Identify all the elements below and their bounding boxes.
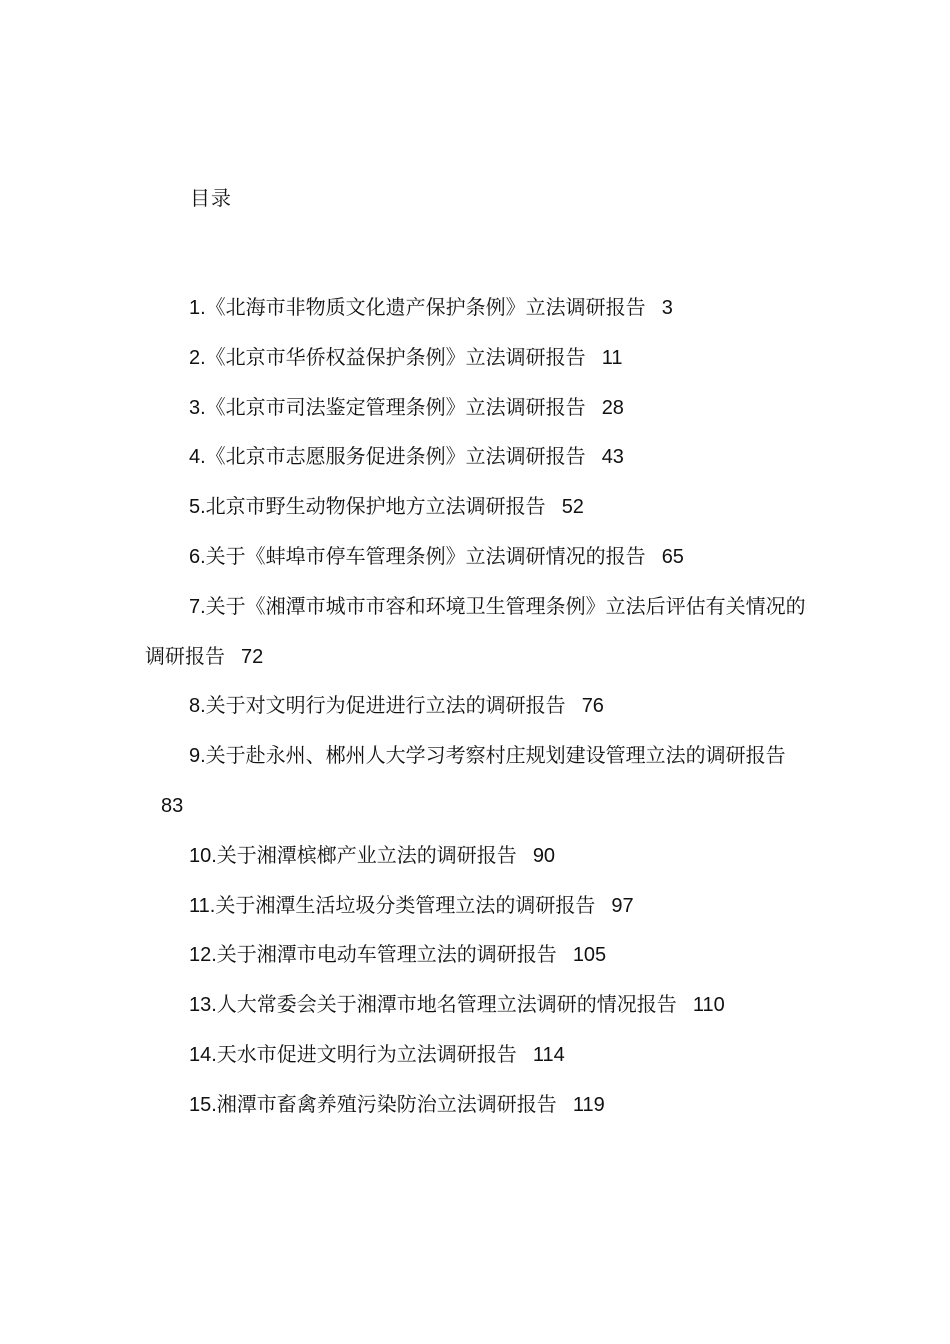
toc-entry-text: 12.关于湘潭市电动车管理立法的调研报告: [189, 944, 557, 967]
toc-entry: [145, 682, 810, 732]
toc-page-number: 76: [581, 695, 604, 718]
toc-entry: [145, 384, 810, 434]
toc-entry: [145, 1081, 810, 1131]
toc-entry-text: 9.关于赴永州、郴州人大学习考察村庄规划建设管理立法的调研报告: [189, 745, 786, 768]
toc-page-number: 3: [661, 297, 673, 319]
toc-entry-text: 2.《北京市华侨权益保护条例》立法调研报告: [189, 346, 586, 369]
toc-entry-text: 11.关于湘潭生活垃圾分类管理立法的调研报告: [189, 894, 596, 917]
toc-page-number: 90: [532, 844, 556, 867]
toc-page-number: 43: [601, 446, 624, 469]
toc-page-number: 72: [241, 645, 264, 668]
toc-entry: [145, 832, 810, 882]
toc-entry: [145, 334, 810, 384]
toc-entry-text: 15.湘潭市畜禽养殖污染防治立法调研报告: [189, 1093, 557, 1116]
toc-page-number: 83: [161, 794, 184, 817]
toc-entry: [145, 284, 810, 334]
toc-page-number: 65: [661, 545, 684, 568]
toc-entry-text: 6.关于《蚌埠市停车管理条例》立法调研情况的报告: [189, 545, 646, 568]
toc-page-number: 114: [532, 1043, 565, 1066]
toc-entry-text: 7.关于《湘潭市城市市容和环境卫生管理条例》立法后评估有关情况的调研报告: [145, 595, 806, 668]
toc-entry-text: 10.关于湘潭槟榔产业立法的调研报告: [189, 844, 517, 867]
toc-entry-text: 1.《北海市非物质文化遗产保护条例》立法调研报告: [189, 297, 646, 319]
toc-page-number: 97: [611, 894, 634, 917]
toc-page-number: 119: [572, 1093, 605, 1116]
toc-page-number: 28: [601, 396, 624, 419]
toc-entry-text: 3.《北京市司法鉴定管理条例》立法调研报告: [189, 396, 586, 419]
toc-title: 目录: [190, 188, 232, 210]
toc-page-number: 110: [692, 994, 725, 1017]
toc-entry: [145, 1031, 810, 1081]
toc-entry: [145, 483, 810, 533]
toc-entry: [145, 433, 810, 483]
toc-entry: [145, 882, 810, 932]
toc-entry: [145, 981, 810, 1031]
toc-entry-text: 13.人大常委会关于湘潭市地名管理立法调研的情况报告: [189, 994, 677, 1017]
toc-page-number: 52: [561, 496, 584, 519]
toc-page-number: 11: [601, 346, 623, 369]
toc-entry-text: 4.《北京市志愿服务促进条例》立法调研报告: [189, 446, 586, 469]
toc-entry-text: 14.天水市促进文明行为立法调研报告: [189, 1043, 517, 1066]
toc-entry: [145, 732, 810, 832]
toc-entry: [145, 583, 810, 683]
toc-entry-text: 5.北京市野生动物保护地方立法调研报告: [189, 496, 546, 519]
toc-entry: [145, 931, 810, 981]
toc-page-number: 105: [572, 944, 607, 967]
toc-list: [145, 284, 810, 1131]
toc-entry-text: 8.关于对文明行为促进进行立法的调研报告: [189, 695, 566, 718]
toc-entry: [145, 533, 810, 583]
